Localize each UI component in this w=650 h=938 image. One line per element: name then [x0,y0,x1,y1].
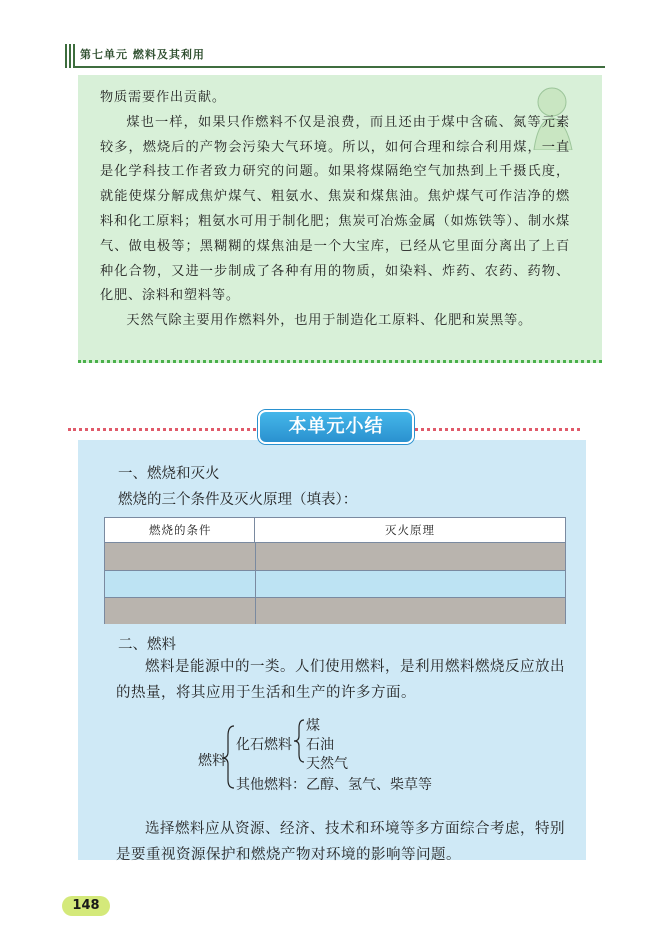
table-row [105,542,565,570]
table-cell-divider [255,571,256,597]
fuel-classification-diagram [190,716,470,796]
summary-divider-left [68,428,268,435]
table-row [105,597,565,624]
fuel-description: 燃料是能源中的一类。人们使用燃料，是利用燃料燃烧反应放出的热量，将其应用于生活和生产的许多方面。 [116,659,565,701]
table-header-conditions: 燃烧的条件 [105,518,255,542]
summary-title: 本单元小结 [258,410,414,444]
diagram-item-coal: 煤 [306,718,320,734]
table-cell-divider [255,598,256,624]
table-header-principles: 灭火原理 [385,523,435,537]
reading-text [100,86,570,334]
section2-paragraph [116,654,576,706]
table-header-row [105,518,565,542]
section2-heading: 二、燃料 [118,637,176,653]
reading-paragraph-coal: 煤也一样，如果只作燃料不仅是浪费，而且还由于煤中含硫、氮等元素较多，燃烧后的产物会污染大气环境。所以，如何合理和综合利用煤，一直是化学科技工作者致力研究的问题。如果将煤隔绝空气加热到上千摄氏度，就能使煤分解成焦炉煤气、粗氨水、焦炭和煤焦油。焦炉煤气可作洁净的燃料和化工原料；粗氨水可用于制化肥；焦炭可冶炼金属（如炼铁等）、制水煤气、做电极等；黑糊糊的煤焦油是一个大宝库，已经从它里面分离出了上百种化合物，又进一步制成了各种有用的物质，如染料、炸药、农药、药物、化肥、涂料和塑料等。 [100,114,570,304]
diagram-fossil-fuels: 化石燃料 [236,737,292,753]
unit-title: 第七单元 燃料及其利用 [80,48,205,61]
diagram-root-fuel: 燃料 [198,753,226,769]
reading-paragraph-gas: 天然气除主要用作燃料外，也用于制造化工原料、化肥和炭黑等。 [126,313,533,329]
header-divider [75,66,605,68]
summary-divider-right [410,428,580,435]
diagram-item-natural-gas: 天然气 [306,756,348,772]
diagram-other-fuels: 其他燃料：乙醇、氢气、柴草等 [236,777,432,793]
table-row [105,570,565,597]
closing-paragraph [116,816,576,868]
fuel-selection-text: 选择燃料应从资源、经济、技术和环境等多方面综合考虑，特别是要重视资源保护和燃烧产物对环境的影响等问题。 [116,821,565,863]
unit-header [0,44,650,68]
page-number: 148 [62,896,110,916]
reading-line-1: 物质需要作出贡献。 [100,90,226,105]
section1-heading: 一、燃烧和灭火 [118,466,220,482]
header-stripe-decoration [65,44,75,68]
diagram-item-petroleum: 石油 [306,737,334,753]
combustion-table [104,517,566,624]
table-cell-divider [255,543,256,570]
section1-intro: 燃烧的三个条件及灭火原理（填表）： [118,492,358,508]
